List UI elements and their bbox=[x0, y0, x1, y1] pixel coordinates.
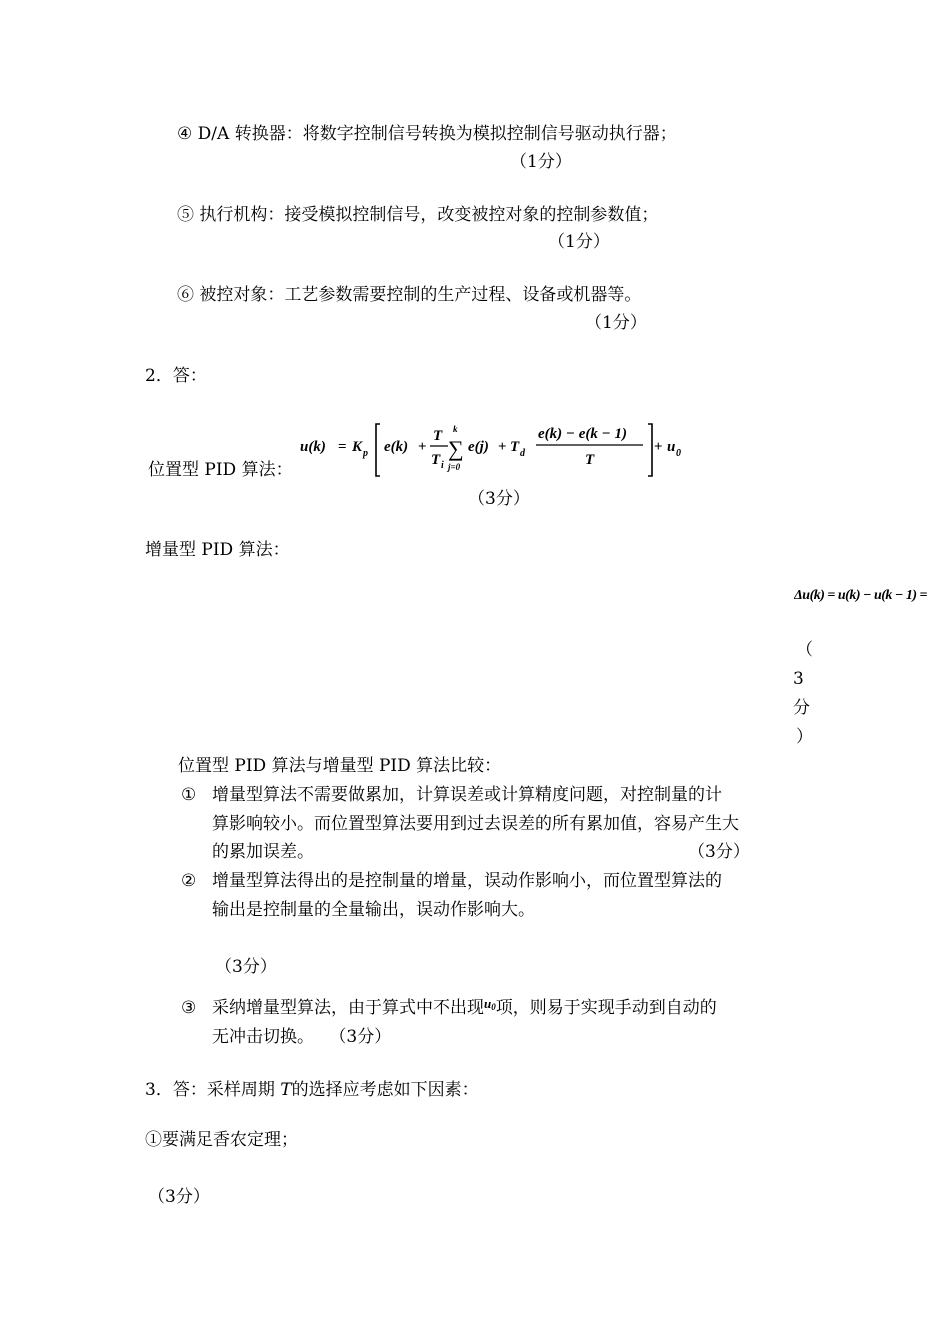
point-3-text-after: 项，则易于实现手动到自动的 bbox=[495, 998, 717, 1018]
q2-heading: 2．答： bbox=[145, 366, 207, 386]
point-1-line-1: 增量型算法不需要做累加，计算误差或计算精度问题，对控制量的计 bbox=[212, 785, 722, 805]
item-5 bbox=[177, 205, 658, 225]
formula-ek: e(k) bbox=[384, 439, 409, 455]
point-1-marker: ① bbox=[181, 785, 197, 805]
q3-heading-prefix: 3．答：采样周期 bbox=[145, 1080, 281, 1100]
item-6 bbox=[177, 285, 641, 305]
item-4 bbox=[177, 124, 677, 144]
formula-u0-sub: 0 bbox=[676, 448, 681, 459]
formula-Ti: T bbox=[431, 452, 441, 468]
u0-symbol: u bbox=[484, 996, 492, 1011]
point-1-line-3: 的累加误差。 bbox=[212, 842, 314, 862]
u0-sub: 0 bbox=[491, 1002, 496, 1012]
item-6-score: （1分） bbox=[585, 313, 647, 333]
incremental-score-char-2: 3 bbox=[793, 669, 804, 689]
point-2-line-2: 输出是控制量的全量输出，误动作影响大。 bbox=[212, 900, 535, 920]
formula-kp: K bbox=[352, 439, 363, 455]
incremental-score-char-1: （ bbox=[796, 640, 813, 660]
item-6-text: 被控对象：工艺参数需要控制的生产过程、设备或机器等。 bbox=[199, 285, 642, 305]
point-2-marker: ② bbox=[181, 871, 197, 891]
formula-lhs: u(k) bbox=[300, 439, 326, 455]
point-2-line-1: 增量型算法得出的是控制量的增量，误动作影响小，而位置型算法的 bbox=[212, 871, 722, 891]
item-4-text: D/A 转换器：将数字控制信号转换为模拟控制信号驱动执行器； bbox=[197, 124, 677, 144]
formula-kp-sub: p bbox=[363, 448, 368, 459]
formula-ej: e(j) bbox=[468, 439, 489, 455]
formula-diff-den: T bbox=[585, 452, 595, 468]
formula-T: T bbox=[433, 428, 443, 444]
q3-item-1: ①要满足香农定理； bbox=[145, 1130, 298, 1150]
incremental-score-char-4: ） bbox=[796, 727, 813, 747]
point-1-score: （3分） bbox=[688, 842, 750, 862]
formula-plus2: + bbox=[498, 439, 507, 455]
item-4-marker: ④ bbox=[177, 124, 193, 144]
point-3-score: （3分） bbox=[329, 1027, 392, 1047]
q3-heading-suffix: 的选择应考虑如下因素： bbox=[291, 1080, 479, 1100]
positional-score: （3分） bbox=[468, 489, 530, 509]
incremental-pid-formula: Δu(k) = u(k) − u(k − 1) = bbox=[794, 588, 928, 603]
item-4-score: （1分） bbox=[510, 152, 572, 172]
point-3-line-1 bbox=[212, 998, 717, 1018]
point-3-text-before: 采纳增量型算法，由于算式中不出现 bbox=[212, 998, 484, 1018]
comparison-title: 位置型 PID 算法与增量型 PID 算法比较： bbox=[178, 756, 502, 776]
point-3-line-2 bbox=[212, 1027, 391, 1047]
formula-plus1: + bbox=[418, 439, 427, 455]
point-3-line-2-text: 无冲击切换。 bbox=[212, 1027, 314, 1047]
item-6-marker: ⑥ bbox=[177, 285, 194, 305]
formula-diff-num: e(k) − e(k − 1) bbox=[538, 426, 627, 442]
q3-score: （3分） bbox=[148, 1187, 210, 1207]
item-5-score: （1分） bbox=[548, 232, 610, 252]
formula-sigma: ∑ bbox=[448, 436, 464, 461]
formula-Ti-sub: i bbox=[441, 460, 444, 471]
item-5-marker: ⑤ bbox=[177, 205, 194, 225]
item-5-text: 执行机构：接受模拟控制信号，改变被控对象的控制参数值； bbox=[199, 205, 659, 225]
formula-sigma-top: k bbox=[453, 424, 458, 434]
incremental-pid-label: 增量型 PID 算法： bbox=[145, 540, 290, 560]
formula-eq: = bbox=[338, 439, 347, 455]
formula-sigma-bottom: j=0 bbox=[448, 462, 461, 472]
point-3-marker: ③ bbox=[181, 998, 197, 1018]
incremental-score-char-3: 分 bbox=[793, 698, 810, 718]
formula-Td: T bbox=[510, 439, 520, 455]
q3-heading-T: T bbox=[280, 1080, 292, 1100]
positional-pid-label: 位置型 PID 算法： bbox=[148, 460, 293, 480]
positional-pid-formula bbox=[298, 420, 688, 482]
formula-u0: u bbox=[667, 439, 676, 455]
formula-Td-sub: d bbox=[520, 448, 525, 459]
q3-heading bbox=[145, 1080, 479, 1100]
formula-plus3: + bbox=[654, 439, 663, 455]
point-2-score: （3分） bbox=[215, 957, 277, 977]
point-1-line-2: 算影响较小。而位置型算法要用到过去误差的所有累加值，容易产生大 bbox=[212, 814, 739, 834]
